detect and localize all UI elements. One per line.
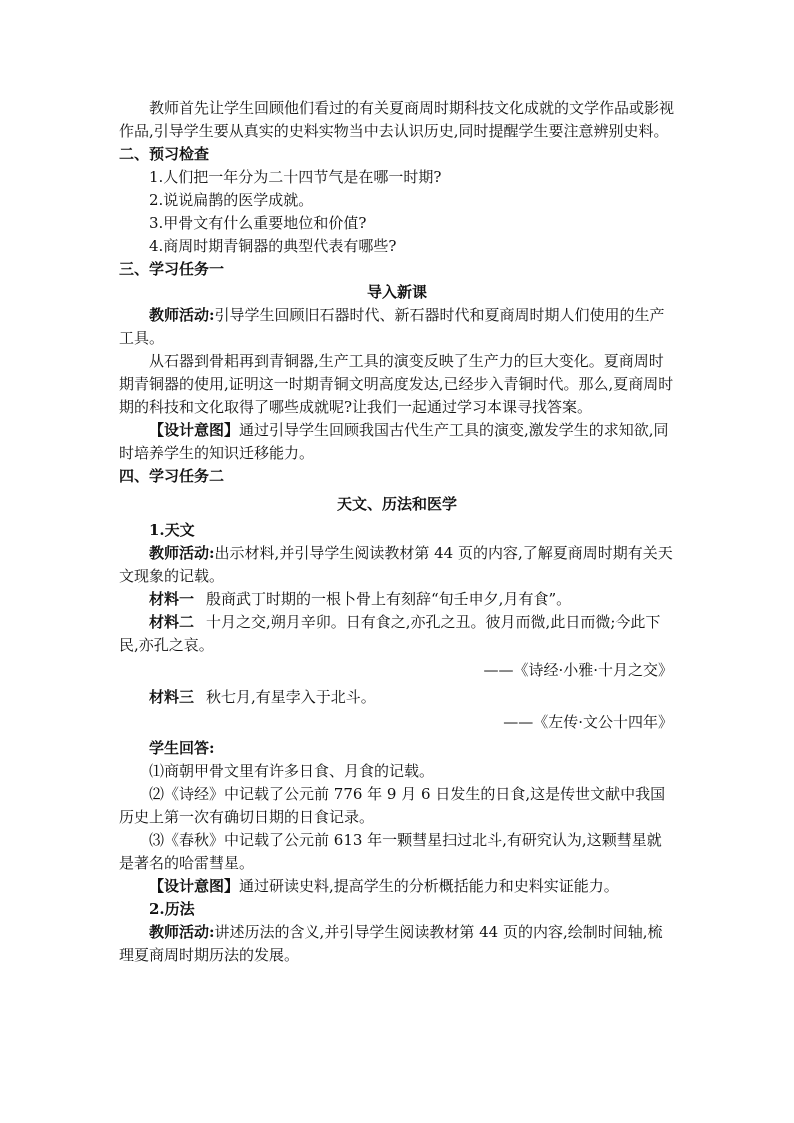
document-body — [119, 0, 675, 967]
astronomy-heading: 1.天文 — [149, 521, 195, 539]
teacher-activity-label: 教师活动: — [149, 544, 215, 562]
student-answer-label: 学生回答: — [149, 739, 215, 757]
tools-paragraph: 从石器到骨耜再到青铜器,生产工具的演变反映了生产力的巨大变化。夏商周时期青铜器的使用,证明这一时期青铜文明高度发达,已经步入青铜时代。那么,夏商周时期的科技和文化取得了哪些成就呢?让我们一起通过学习本课寻找答案。 — [119, 352, 674, 416]
question-item-1: 1.人们把一年分为二十四节气是在哪一时期? — [149, 168, 442, 186]
material-2 — [119, 611, 675, 657]
material-2-text: 十月之交,朔月辛卯。日有食之,亦孔之丑。彼月而微,此日而微;今此下民,亦孔之哀。 — [119, 613, 661, 654]
question-item-3: 3.甲骨文有什么重要地位和价值? — [149, 214, 367, 232]
calendar-heading: 2.历法 — [149, 900, 195, 918]
answer-item-1: ⑴商朝甲骨文里有许多日食、月食的记载。 — [149, 762, 435, 780]
material-1-label: 材料一 — [149, 590, 195, 608]
design-intent-2 — [119, 875, 675, 898]
material-3-source: ——《左传·文公十四年》 — [503, 713, 673, 731]
material-3-label: 材料三 — [149, 688, 195, 706]
teacher-activity-calendar — [119, 921, 675, 967]
answer-item-3: ⑶《春秋》中记载了公元前 613 年一颗彗星扫过北斗,有研究认为,这颗彗星就是著名的哈雷彗星。 — [119, 831, 662, 872]
material-1 — [119, 588, 675, 611]
design-intent-label: 【设计意图】 — [149, 877, 240, 895]
design-intent-text: 通过引导学生回顾我国古代生产工具的演变,激发学生的求知欲,同时培养学生的知识迁移能力。 — [119, 421, 669, 462]
material-2-source: ——《诗经·小雅·十月之交》 — [483, 661, 673, 679]
teacher-activity-label: 教师活动: — [149, 923, 215, 941]
teacher-activity-text: 出示材料,并引导学生阅读教材第 44 页的内容,了解夏商周时期有关天文现象的记载。 — [119, 544, 673, 585]
material-1-text: 殷商武丁时期的一根卜骨上有刻辞“旬壬申夕,月有食”。 — [206, 590, 572, 608]
question-item-4: 4.商周时期青铜器的典型代表有哪些? — [149, 237, 397, 255]
teacher-activity-intro — [119, 304, 675, 350]
question-item-2: 2.说说扁鹊的医学成就。 — [149, 191, 314, 209]
intro-paragraph: 教师首先让学生回顾他们看过的有关夏商周时期科技文化成就的文学作品或影视作品,引导学生要从真实的史料实物当中去认识历史,同时提醒学生要注意辨别史料。 — [119, 99, 675, 140]
design-intent-1 — [119, 419, 675, 465]
section3-subtitle: 导入新课 — [366, 283, 427, 301]
section2-title: 二、预习检查 — [119, 145, 210, 163]
material-3 — [119, 686, 675, 709]
answer-item-2: ⑵《诗经》中记载了公元前 776 年 9 月 6 日发生的日食,这是传世文献中我国历史上第一次有确切日期的日食记录。 — [119, 785, 666, 826]
teacher-activity-text: 引导学生回顾旧石器时代、新石器时代和夏商周时期人们使用的生产工具。 — [119, 306, 665, 347]
section4-title: 四、学习任务二 — [119, 467, 225, 485]
teacher-activity-label: 教师活动: — [149, 306, 215, 324]
teacher-activity-astronomy — [119, 542, 675, 588]
section4-subtitle: 天文、历法和医学 — [336, 495, 457, 513]
teacher-activity-text: 讲述历法的含义,并引导学生阅读教材第 44 页的内容,绘制时间轴,梳理夏商周时期历法的发展。 — [119, 923, 663, 964]
section3-title: 三、学习任务一 — [119, 260, 225, 278]
design-intent-label: 【设计意图】 — [149, 421, 240, 439]
design-intent-text: 通过研读史料,提高学生的分析概括能力和史料实证能力。 — [239, 877, 619, 895]
material-2-label: 材料二 — [149, 613, 195, 631]
material-3-text: 秋七月,有星孛入于北斗。 — [206, 688, 376, 706]
